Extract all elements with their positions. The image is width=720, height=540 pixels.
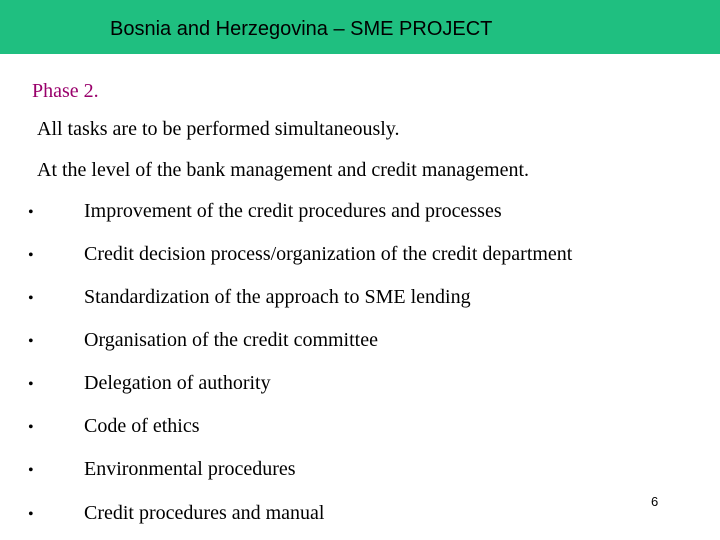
bullet-item [28,243,688,271]
bullet-icon: • [28,247,34,264]
bullet-item [28,286,688,314]
bullet-icon: • [28,506,34,523]
slide-title: Bosnia and Herzegovina – SME PROJECT [110,18,493,40]
bullet-text: Environmental procedures [84,458,296,480]
bullet-item [28,372,688,400]
bullet-icon: • [28,290,34,307]
bullet-item [28,458,688,486]
bullet-icon: • [28,462,34,479]
bullet-icon: • [28,204,34,221]
bullet-icon: • [28,333,34,350]
bullet-text: Improvement of the credit procedures and processes [84,200,502,222]
bullet-text: Credit decision process/organization of the credit department [84,243,573,265]
bullet-text: Organisation of the credit committee [84,329,378,351]
bullet-item [28,502,688,530]
bullet-text: Standardization of the approach to SME lending [84,286,471,308]
bullet-text: Code of ethics [84,415,200,437]
bullet-icon: • [28,376,34,393]
intro-line-2: At the level of the bank management and credit management. [37,159,530,181]
bullet-icon: • [28,419,34,436]
bullet-item [28,415,688,443]
intro-line-1: All tasks are to be performed simultaneously. [37,118,400,140]
bullet-text: Delegation of authority [84,372,271,394]
bullet-item [28,200,688,228]
page-number: 6 [651,494,659,509]
bullet-item [28,329,688,357]
bullet-text: Credit procedures and manual [84,502,325,524]
phase-heading: Phase 2. [32,80,99,102]
header-bar [0,0,720,54]
